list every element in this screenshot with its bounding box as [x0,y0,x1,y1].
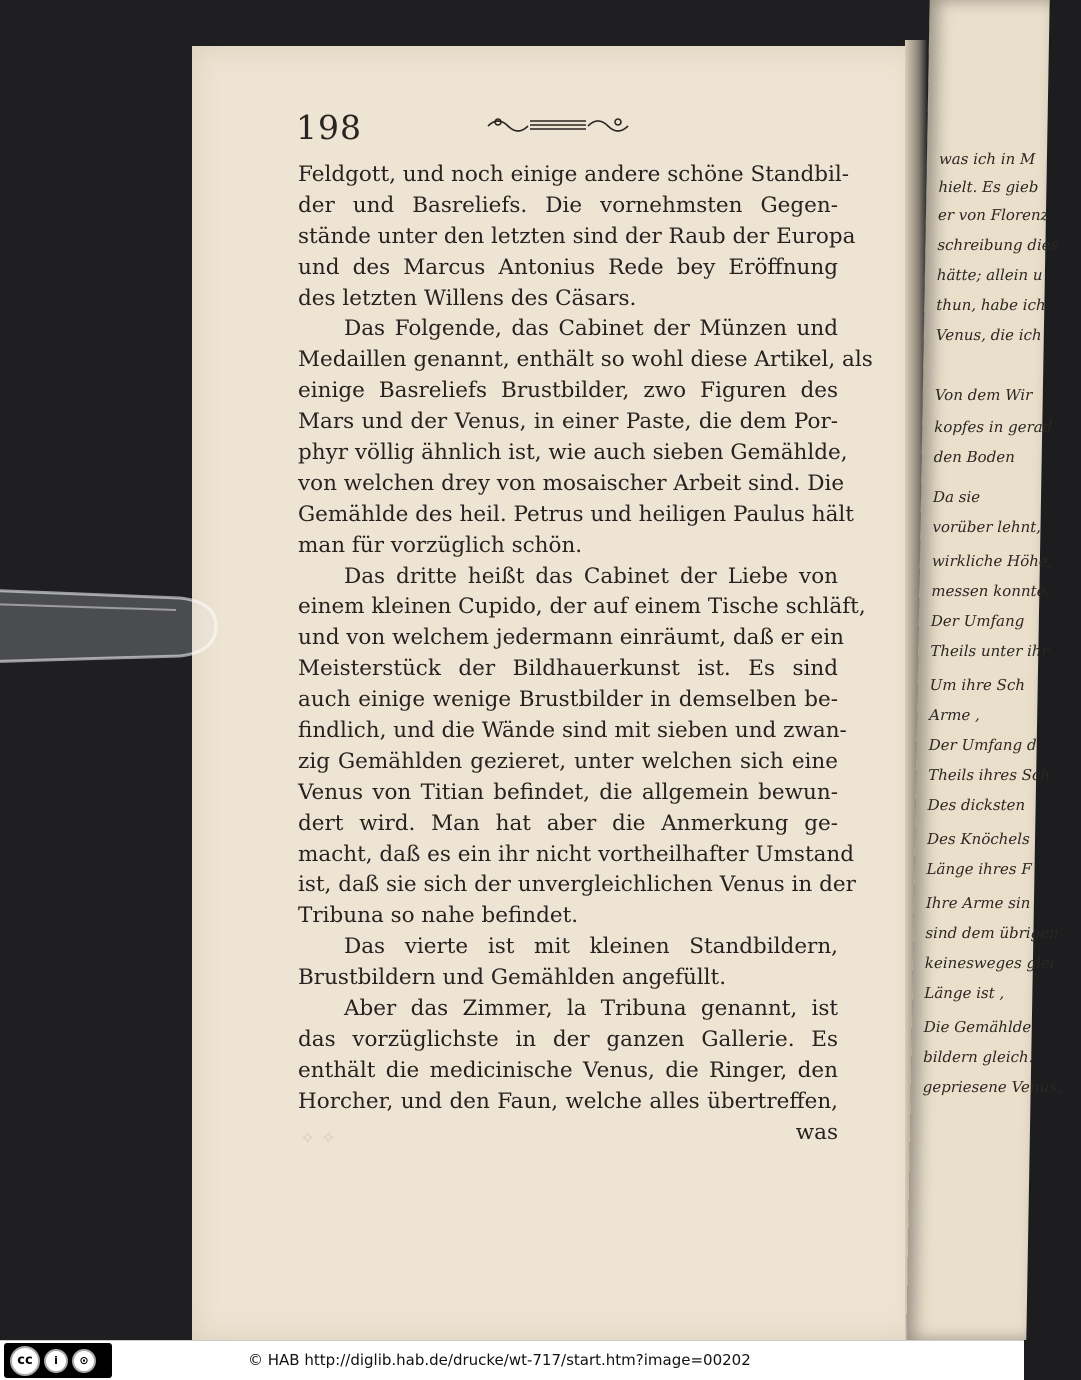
right-page-line: Ihre Arme sin [925,894,1031,912]
text-line: Horcher, und den Faun, welche alles übertreffen, [298,1088,838,1114]
text-line: macht, daß es ein ihr nicht vortheilhafter Umstand [298,841,855,867]
main-text-block [298,160,873,1149]
page-holder-glass [0,560,230,670]
share-alike-icon: ⊙ [72,1349,96,1373]
right-page-line: messen konnte. [931,582,1051,600]
right-page-line: Länge ist , [924,984,1005,1002]
attribution-icon: i [44,1349,68,1373]
text-line: Gemählde des heil. Petrus und heiligen Paulus hält [298,501,854,527]
right-page-line: Arme , [929,706,981,724]
text-line: und des Marcus Antonius Rede bey Eröffnung [298,254,838,280]
right-page-line: Theils unter ihr [930,642,1049,660]
text-line: findlich, und die Wände sind mit sieben und zwan- [298,718,847,744]
text-line: einem kleinen Cupido, der auf einem Tische schläft, [298,594,866,620]
right-page-line: thun, habe ich [936,296,1046,314]
right-page-line: wirkliche Höhe, [931,552,1053,570]
text-line: Meisterstück der Bildhauerkunst ist. Es sind [298,656,838,682]
text-line: stände unter den letzten sind der Raub der Europa [298,223,856,249]
right-page-line: Die Gemählde [923,1018,1032,1036]
footer-bar [0,1340,1024,1380]
text-line: zig Gemählden gezieret, unter welchen sich eine [298,748,838,774]
cc-license-badge[interactable] [4,1343,112,1378]
right-page [906,0,1062,1340]
right-page-line: Der Umfang [930,612,1025,630]
right-page-line: gepriesene Venus, [922,1078,1062,1096]
right-page-line: vorüber lehnt, [932,518,1042,536]
right-page-line: was ich in M [938,150,1036,168]
right-page-line: kopfes in gerad [934,418,1053,436]
right-page-line: schreibung dies [937,236,1059,254]
text-line: von welchen drey von mosaischer Arbeit sind. Die [298,470,845,496]
right-page-line: Des Knöchels [926,830,1030,848]
right-page-line: Des dicksten [927,796,1026,814]
right-page-line: hätte; allein u [936,266,1043,284]
text-line: Venus von Titian befindet, die allgemein bewun- [298,779,838,805]
text-line: Medaillen genannt, enthält so wohl diese Artikel, als [298,347,873,373]
right-page-line: Der Umfang d [928,736,1037,754]
right-page-line: sind dem übrigen [925,924,1059,942]
catchword: was [795,1119,838,1145]
right-page-line: Von dem Wir [934,386,1033,404]
right-page-line: Da sie [932,488,981,506]
right-page-line: den Boden [933,448,1015,466]
right-page-line: hielt. Es gieb [938,178,1039,196]
text-line: Das vierte ist mit kleinen Standbildern, [344,934,838,960]
text-line: Das Folgende, das Cabinet der Münzen und [344,316,838,342]
text-line: Das dritte heißt das Cabinet der Liebe von [344,563,838,589]
text-line: das vorzüglichste in der ganzen Gallerie. Es [298,1026,838,1052]
text-line: enthält die medicinische Venus, die Ringer, den [298,1057,838,1083]
text-line: auch einige wenige Brustbilder in demselben be- [298,687,838,713]
text-line: Feldgott, und noch einige andere schöne Standbil- [298,162,850,187]
text-line: Tribuna so nahe befindet. [298,903,579,929]
text-line: ist, daß sie sich der unvergleichlichen Venus in der [298,872,856,898]
text-line: Aber das Zimmer, la Tribuna genannt, ist [344,996,838,1022]
creative-commons-icon: cc [10,1346,40,1376]
footer-credit-link[interactable]: © HAB http://diglib.hab.de/drucke/wt-717/start.htm?image=00202 [248,1351,751,1369]
text-line: einige Basreliefs Brustbilder, zwo Figuren des [298,378,838,404]
text-line: Mars und der Venus, in einer Paste, die dem Por- [298,409,838,435]
right-page-line: Venus, die ich [935,326,1042,344]
text-line: dert wird. Man hat aber die Anmerkung ge- [298,810,838,836]
text-line: und von welchem jedermann einräumt, daß er ein [298,625,844,651]
text-line: der und Basreliefs. Die vornehmsten Gegen- [298,192,838,218]
text-line: phyr völlig ähnlich ist, wie auch sieben Gemählde, [298,440,848,466]
right-page-line: Theils ihres Sch [928,766,1051,784]
page-number: 198 [296,108,362,147]
text-line: des letzten Willens des Cäsars. [298,285,637,311]
header-ornament-icon [478,110,638,140]
right-page-line: er von Florenz [937,206,1049,224]
text-line: Brustbildern und Gemählden angefüllt. [298,965,727,991]
right-page-line: keinesweges glei [924,954,1055,972]
right-page-line: Um ihre Sch [929,676,1026,694]
right-page-line: bildern gleich. [923,1048,1034,1066]
right-page-line: Länge ihres F [926,860,1032,878]
text-line: man für vorzüglich schön. [298,532,583,558]
bleed-through-mark: ✧ ✧ [300,1128,336,1149]
